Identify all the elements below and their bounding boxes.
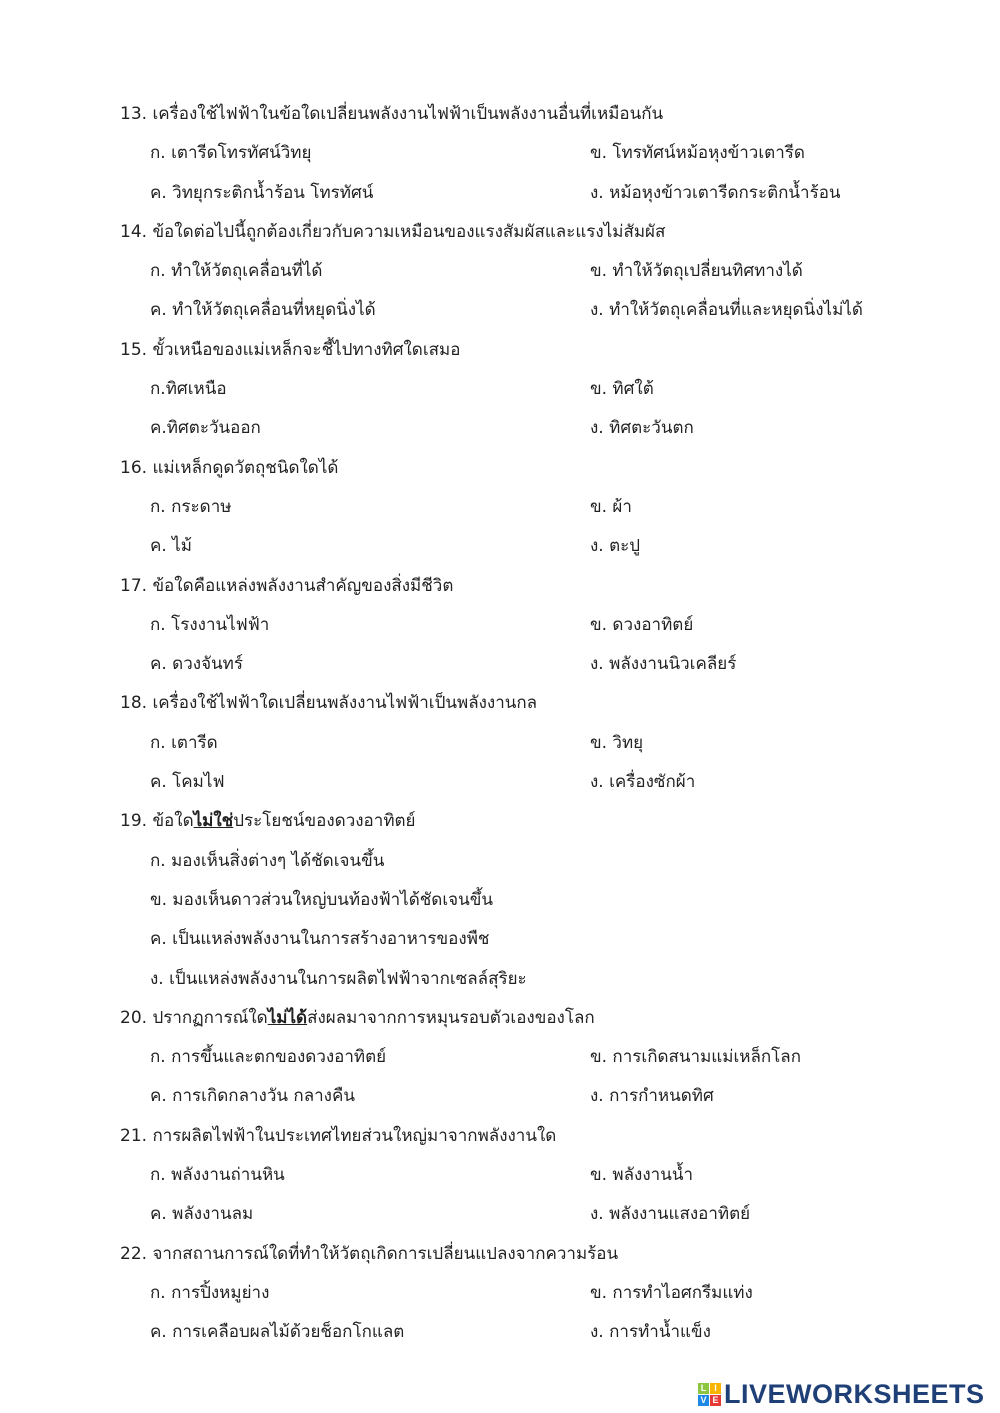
option-row — [120, 1077, 940, 1116]
answer-option[interactable]: ข. วิทยุ — [590, 732, 644, 753]
answer-option[interactable]: ก. กระดาษ — [150, 496, 232, 517]
answer-option[interactable]: ข. โทรทัศน์หม้อหุงข้าวเตารีด — [590, 143, 805, 164]
question-text: 13. เครื่องใช้ไฟฟ้าในข้อใดเปลี่ยนพลังงานไฟฟ้าเป็นพลังงานอื่นที่เหมือนกัน — [120, 104, 664, 124]
question-prefix: 19. ข้อใด — [120, 811, 194, 832]
logo-text: LIVEWORKSHEETS — [724, 1379, 985, 1409]
answer-option[interactable]: ง. ตะปู — [590, 536, 641, 557]
answer-option[interactable]: ก. มองเห็นสิ่งต่างๆ ได้ชัดเจนขึ้น — [150, 850, 385, 871]
answer-option[interactable]: ค. ไม้ — [150, 536, 192, 557]
answer-option[interactable]: ก. ทำให้วัตถุเคลื่อนที่ได้ — [150, 261, 323, 282]
answer-option[interactable]: ก.ทิศเหนือ — [150, 379, 227, 400]
option-row — [120, 960, 940, 999]
question-prefix: 20. ปรากฏการณ์ใด — [120, 1007, 268, 1028]
answer-option[interactable]: ก. การขึ้นและตกของดวงอาทิตย์ — [150, 1047, 387, 1068]
answer-option[interactable]: ค. เป็นแหล่งพลังงานในการสร้างอาหารของพืช — [150, 929, 490, 950]
answer-option[interactable]: ค. การเคลือบผลไม้ด้วยช็อกโกแลต — [150, 1322, 405, 1343]
answer-option[interactable]: ค.ทิศตะวันออก — [150, 418, 261, 439]
option-row — [120, 291, 940, 330]
option-row — [120, 370, 940, 409]
option-row — [120, 763, 940, 802]
answer-option[interactable]: ง. การกำหนดทิศ — [590, 1086, 714, 1107]
question-suffix: ประโยชน์ของดวงอาทิตย์ — [233, 811, 416, 832]
option-row — [120, 527, 940, 566]
question-text: 17. ข้อใดคือแหล่งพลังงานสำคัญของสิ่งมีชีวิต — [120, 575, 454, 596]
question-text: 21. การผลิตไฟฟ้าในประเทศไทยส่วนใหญ่มาจากพลังงานใด — [120, 1125, 557, 1146]
answer-option[interactable]: ข. ทิศใต้ — [590, 379, 654, 400]
question-suffix: ส่งผลมาจากการหมุนรอบตัวเองของโลก — [307, 1007, 595, 1028]
logo-squares-icon — [698, 1383, 721, 1406]
question-text: 15. ขั้วเหนือของแม่เหล็กจะชี้ไปทางทิศใดเสมอ — [120, 339, 461, 360]
answer-option[interactable]: ก. พลังงานถ่านหิน — [150, 1165, 285, 1186]
answer-option[interactable]: ง. พลังงานนิวเคลียร์ — [590, 654, 737, 675]
option-row — [120, 134, 940, 173]
answer-option[interactable]: ค. พลังงานลม — [150, 1204, 254, 1225]
question-text: 18. เครื่องใช้ไฟฟ้าใดเปลี่ยนพลังงานไฟฟ้าเป็นพลังงานกล — [120, 693, 538, 714]
option-row — [120, 1156, 940, 1195]
answer-option[interactable]: ข. ทำให้วัตถุเปลี่ยนทิศทางได้ — [590, 261, 803, 282]
logo-letter: E — [710, 1395, 721, 1406]
question-list — [120, 95, 940, 1353]
answer-option[interactable]: ข. พลังงานน้ำ — [590, 1165, 693, 1186]
answer-option[interactable]: ข. ผ้า — [590, 496, 632, 517]
question-text — [120, 802, 940, 841]
option-row — [120, 606, 940, 645]
answer-option[interactable]: ง. เครื่องซักผ้า — [590, 772, 696, 793]
option-row — [120, 1313, 940, 1352]
option-row — [120, 174, 940, 213]
option-row — [120, 1195, 940, 1234]
option-row — [120, 920, 940, 959]
option-row — [120, 488, 940, 527]
question-emphasis: ไม่ได้ — [267, 1007, 308, 1028]
answer-option[interactable]: ง. ทิศตะวันตก — [590, 418, 694, 439]
logo-letter: V — [698, 1395, 709, 1406]
answer-option[interactable]: ค. ดวงจันทร์ — [150, 654, 243, 675]
question-text: 16. แม่เหล็กดูดวัตถุชนิดใดได้ — [120, 457, 339, 478]
answer-option[interactable]: ข. ดวงอาทิตย์ — [590, 614, 694, 635]
answer-option[interactable]: ข. มองเห็นดาวส่วนใหญ่บนท้องฟ้าได้ชัดเจนขึ้น — [150, 889, 493, 910]
answer-option[interactable]: ง. เป็นแหล่งพลังงานในการผลิตไฟฟ้าจากเซลล์สุริยะ — [150, 968, 527, 989]
logo-letter: L — [698, 1383, 709, 1394]
question-emphasis: ไม่ใช่ — [193, 811, 234, 832]
option-row — [120, 724, 940, 763]
answer-option[interactable]: ค. ทำให้วัตถุเคลื่อนที่หยุดนิ่งได้ — [150, 300, 376, 321]
answer-option[interactable]: ง. ทำให้วัตถุเคลื่อนที่และหยุดนิ่งไม่ได้ — [590, 300, 863, 321]
option-row — [120, 252, 940, 291]
option-row — [120, 881, 940, 920]
option-row — [120, 409, 940, 448]
answer-option[interactable]: ค. วิทยุกระติกน้ำร้อน โทรทัศน์ — [150, 182, 374, 203]
answer-option[interactable]: ง. พลังงานแสงอาทิตย์ — [590, 1204, 751, 1225]
option-row — [120, 645, 940, 684]
answer-option[interactable]: ก. การปิ้งหมูย่าง — [150, 1282, 270, 1303]
option-row — [120, 1274, 940, 1313]
answer-option[interactable]: ง. การทำน้ำแข็ง — [590, 1322, 711, 1343]
answer-option[interactable]: ก. เตารีด — [150, 732, 218, 753]
question-text — [120, 999, 940, 1038]
option-row — [120, 1038, 940, 1077]
answer-option[interactable]: ค. โคมไฟ — [150, 772, 225, 793]
option-row — [120, 842, 940, 881]
answer-option[interactable]: ข. การเกิดสนามแม่เหล็กโลก — [590, 1047, 802, 1068]
answer-option[interactable]: ก. โรงงานไฟฟ้า — [150, 614, 270, 635]
question-text: 22. จากสถานการณ์ใดที่ทำให้วัตถุเกิดการเปลี่ยนแปลงจากความร้อน — [120, 1243, 619, 1264]
answer-option[interactable]: ข. การทำไอศกรีมแท่ง — [590, 1282, 753, 1303]
liveworksheets-logo — [698, 1379, 985, 1410]
question-text: 14. ข้อใดต่อไปนี้ถูกต้องเกี่ยวกับความเหมือนของแรงสัมผัสและแรงไม่สัมผัส — [120, 221, 666, 242]
logo-letter: I — [710, 1383, 721, 1394]
answer-option[interactable]: ง. หม้อหุงข้าวเตารีดกระติกน้ำร้อน — [590, 182, 841, 203]
answer-option[interactable]: ก. เตารีดโทรทัศน์วิทยุ — [150, 143, 312, 164]
answer-option[interactable]: ค. การเกิดกลางวัน กลางคืน — [150, 1086, 355, 1107]
